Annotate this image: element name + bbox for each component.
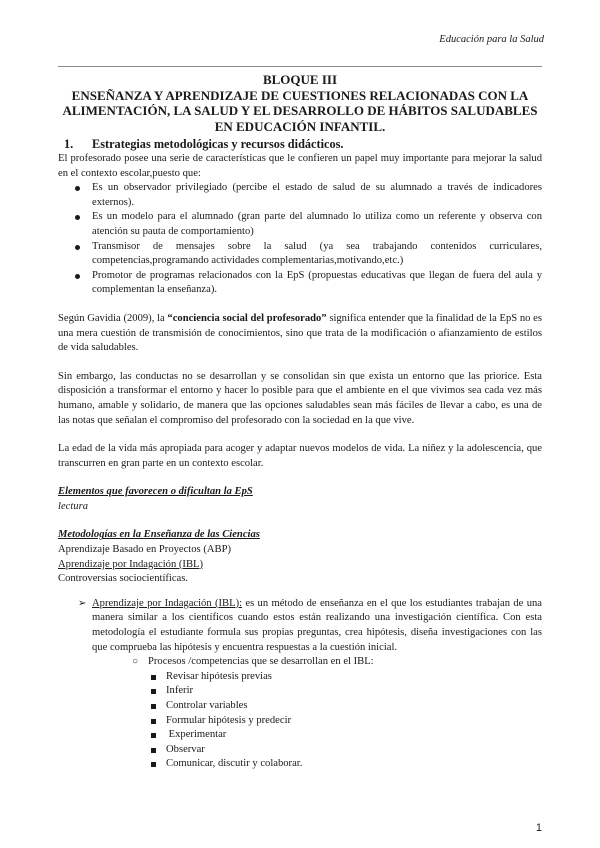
list-item: Observar	[58, 743, 542, 758]
ibl-term: Aprendizaje por Indagación (IBL):	[92, 597, 243, 609]
running-header: Educación para la Salud	[439, 34, 544, 45]
methodology-item: Aprendizaje por Indagación (IBL)	[58, 558, 204, 570]
key-concept: “conciencia social del profesorado”	[167, 312, 327, 324]
age-paragraph: La edad de la vida más apropiada para acoger y adaptar nuevos modelos de vida. La niñez y la adolescencia, que transcurren en gran parte en un contexto escolar.	[58, 443, 542, 469]
list-item: Experimentar	[58, 728, 542, 743]
block-label: BLOQUE III	[262, 72, 338, 87]
teacher-roles-list	[58, 181, 542, 298]
gavidia-paragraph: Según Gavidia (2009), la “conciencia social del profesorado” significa entender que la finalidad de la EpS no es una mera cuestión de transmisión de conocimientos, sino que trata de la modificación o afianzamiento de estilos de vida saludables.	[58, 312, 542, 354]
list-item: Es un observador privilegiado (percibe el estado de salud de su alumnado a través de indicadores externos).	[58, 181, 542, 210]
procesos-item: ○ Procesos /competencias que se desarrollan en el IBL:	[58, 655, 542, 670]
page-number: 1	[535, 822, 542, 834]
elementos-note: lectura	[58, 500, 89, 512]
arrow-bullet-icon: ➢	[78, 597, 87, 609]
list-item: Formular hipótesis y predecir	[58, 714, 542, 729]
list-item: Inferir	[58, 684, 542, 699]
ibl-definition: ➢ Aprendizaje por Indagación (IBL): es un método de enseñanza en el que los estudiantes trabajan de una manera similar a los científicos cuando estos están realizando una investigación científica. Con esta metodología el estudiante formula sus propias preguntas, crea hipótesis, diseña investigaciones con las que comprueba las hipótesis y encuentra respuestas a la cuestión inicial.	[78, 597, 542, 653]
list-item: Revisar hipótesis previas	[58, 670, 542, 685]
methodology-item: Aprendizaje Basado en Proyectos (ABP)	[58, 544, 231, 556]
metodologias-heading: Metodologías en la Enseñanza de las Ciencias	[58, 529, 260, 541]
section-title: Estrategias metodológicas y recursos didácticos.	[92, 137, 344, 151]
methodology-item: Controversias sociocientíficas.	[58, 573, 189, 585]
environment-paragraph: Sin embargo, las conductas no se desarrollan y se consolidan sin que exista un entorno que las priorice. Esta disposición a transformar el entorno y hacer lo posible para que el ambiente en el que vivimos sea cada vez más humano, amable y solidario, de manera que las opciones saludables sean más fáciles de llevar a cabo, es una de las notas que señalan el compromiso del profesorado con la sociedad en la que vive.	[58, 370, 542, 426]
header-divider	[58, 66, 542, 67]
list-item: Comunicar, discutir y colaborar.	[58, 757, 542, 772]
elementos-heading: Elementos que favorecen o dificultan la EpS	[58, 486, 253, 498]
list-item: Controlar variables	[58, 699, 542, 714]
procesos-list	[58, 670, 542, 772]
section-heading	[58, 137, 542, 152]
list-item: Transmisor de mensajes sobre la salud (ya sea trabajando contenidos curriculares, competencias,programando actividades complementarias,motivando,etc.)	[58, 240, 542, 269]
list-item: Promotor de programas relacionados con la EpS (propuestas educativas que llegan de fuera del aula y complementan la enseñanza).	[58, 269, 542, 298]
circle-bullet-icon: ○	[132, 656, 139, 668]
page-content	[58, 72, 542, 772]
section-number: 1.	[64, 137, 74, 151]
block-title: ENSEÑANZA Y APRENDIZAJE DE CUESTIONES RELACIONADAS CON LA ALIMENTACIÓN, LA SALUD Y EL DESARROLLO DE HÁBITOS SALUDABLES EN EDUCACIÓN INFANTIL.	[62, 87, 538, 134]
list-item: Es un modelo para el alumnado (gran parte del alumnado lo utiliza como un referente y observa con atención su pauta de comportamiento)	[58, 210, 542, 239]
intro-paragraph: El profesorado posee una serie de características que le confieren un papel muy importante para mejorar la salud en el contexto escolar,puesto que:	[58, 153, 542, 179]
